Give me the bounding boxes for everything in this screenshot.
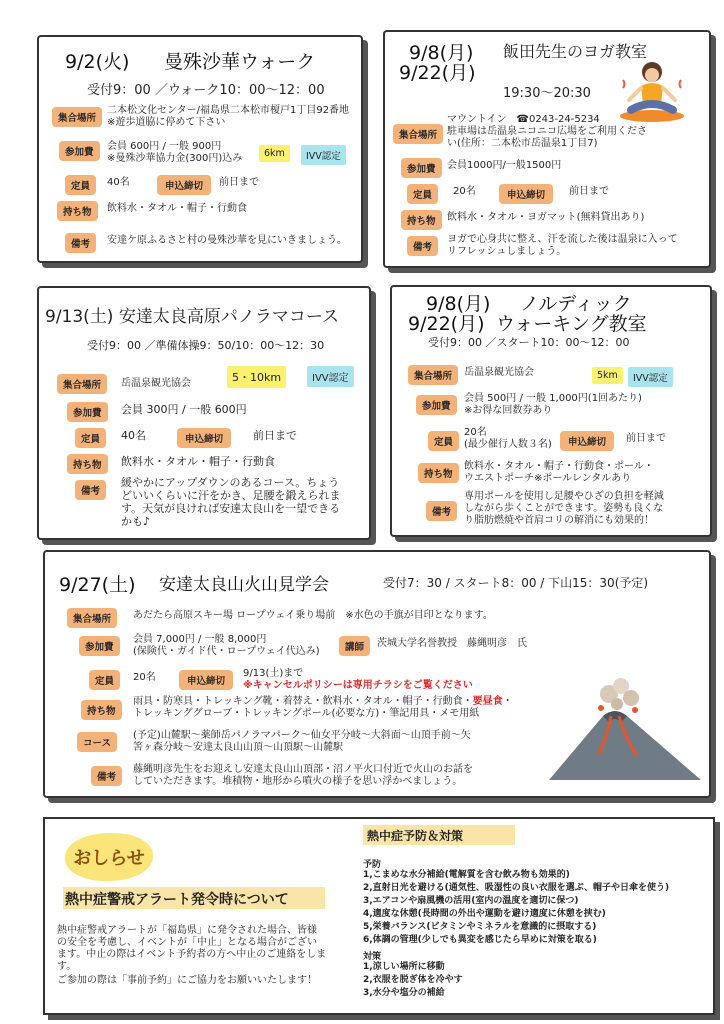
deadline-value: 前日まで — [626, 433, 666, 444]
items-label: 持ち物 — [401, 210, 442, 230]
meet-label: 集合場所 — [52, 107, 102, 127]
items-value: 飲料水・タオル・帽子・行動食 — [121, 455, 275, 468]
event-card-nordic-walking — [390, 285, 712, 537]
prevention-item: 3,エアコンや扇風機の活用(室内の温度を適切に保つ) — [363, 896, 579, 906]
prevention-item: 6,体調の管理(少しでも異変を感じたら早めに対策を取る) — [363, 935, 597, 945]
remarks-line-3: り脂肪燃焼や首肩コリの解消にも効果的！ — [464, 515, 654, 526]
event-title: 安達太良山火山見学会 — [159, 575, 329, 595]
event-date-2: 9/22(月) — [399, 62, 476, 84]
deadline-label: 申込締切 — [560, 431, 614, 451]
fee-value: 会員 500円 / 一般 1,000円(1回あたり) — [464, 393, 642, 404]
heatstroke-title: 熱中症予防＆対策 — [367, 829, 464, 843]
capacity-value: 20名 — [133, 672, 156, 683]
prevention-label: 予防 — [363, 860, 382, 870]
remarks-line-1: 緩やかにアップダウンのあるコース。ちょう — [121, 476, 340, 489]
meet-value: 二本松文化センター/福島県二本松市榎戸1丁目92番地 — [107, 105, 350, 116]
fee-value: 会員 7,000円 / 一般 8,000円 — [133, 634, 267, 645]
event-date-1: 9/8(月) — [426, 293, 491, 315]
event-date: 9/2(火) — [65, 51, 130, 73]
prevention-item: 2,直射日光を避ける(通気性、吸湿性の良い衣服を選ぶ、帽子や日傘を使う) — [363, 883, 670, 893]
remarks-line-2: どいいくらいに汗をかき、足腰を鍛えられま — [121, 489, 341, 502]
notice-body-line-2: の安全を考慮し、イベントが「中止」となる場合がござい — [57, 937, 317, 948]
fee-label: 参加費 — [401, 158, 442, 178]
meet-label: 集合場所 — [57, 374, 107, 394]
remarks-line-1: ヨガで心身共に整え、汗を流した後は温泉に入って — [447, 234, 678, 245]
deadline-value: 前日まで — [253, 429, 297, 442]
event-title: 9/13(土) 安達太良高原パノラマコース — [45, 307, 339, 327]
event-card-manjushage-walk — [37, 35, 363, 263]
event-time: 受付9：00 ／スタート10：00～12：00 — [428, 336, 630, 349]
remarks-label: 備考 — [426, 501, 457, 521]
meet-label: 集合場所 — [408, 365, 458, 385]
remarks-line-4: かも♪ — [121, 515, 151, 528]
remarks-line-2: リフレッシュしましょう。 — [447, 246, 567, 257]
meet-label: 集合場所 — [67, 608, 117, 628]
items-value: 飲料水・タオル・帽子・行動食 — [107, 203, 247, 214]
event-time: 受付9：00 ／ウォーク10：00～12：00 — [87, 83, 325, 98]
meet-value: あだたら高原スキー場 ロープウェイ乗り場前 ※水色の手旗が目印となります。 — [133, 610, 493, 621]
capacity-label: 定員 — [407, 184, 438, 204]
items-line-2: ウエストポーチ※ポールレンタルあり — [464, 473, 632, 484]
capacity-value: 20名 — [453, 186, 476, 197]
course-line-2: 筈ヶ森分岐～安達太良山山頂～山頂駅～山麓駅 — [133, 742, 343, 753]
fee-note: ※お得な回数券あり — [464, 405, 553, 416]
event-title-1: ノルディック — [520, 293, 632, 315]
distance-badge: 5・10km — [227, 366, 286, 388]
meet-note-1: 駐車場は岳温泉ニコニコ広場をご利用くださ — [447, 126, 647, 137]
fee-value: 会員 600円 / 一般 900円 — [107, 141, 222, 152]
deadline-note: ※キャンセルポリシーは専用チラシをご覧ください — [243, 680, 473, 691]
measure-item: 1,涼しい場所に移動 — [363, 962, 445, 972]
remarks-label: 備考 — [407, 236, 438, 256]
items-label: 持ち物 — [57, 201, 98, 221]
deadline-label: 申込締切 — [179, 670, 233, 690]
remarks-line-2: しながら歩くことができます。姿勢も良くな — [464, 503, 664, 514]
items-line-2: トレッキンググローブ・トレッキングポール(必要な方)・筆記用具・メモ用紙 — [133, 708, 480, 719]
event-card-volcano-tour — [43, 550, 711, 798]
prevention-item: 5,栄養バランス(ビタミンやミネラルを意識的に摂取する) — [363, 922, 597, 932]
capacity-value: 20名 — [464, 427, 487, 438]
deadline-value: 9/13(土)まで — [243, 668, 304, 679]
prevention-item: 1,こまめな水分補給(電解質を含む飲み物も効果的) — [363, 870, 570, 880]
capacity-label: 定員 — [89, 670, 120, 690]
event-date-1: 9/8(月) — [409, 42, 474, 64]
event-time: 受付9：00 ／準備体操9：50/10：00～12：30 — [87, 339, 325, 352]
distance-badge: 6km — [259, 145, 290, 162]
notice-body-line-4: す。 — [57, 961, 77, 972]
capacity-value: 40名 — [121, 429, 146, 442]
meet-note-2: い(住所：二本松市岳温泉1丁目7) — [447, 138, 598, 149]
meet-value: 岳温泉観光協会 — [464, 367, 534, 378]
fee-label: 参加費 — [79, 636, 120, 656]
remarks-line-1: 専用ポールを使用し足腰やひざの負担を軽減 — [464, 491, 664, 502]
deadline-label: 申込締切 — [177, 428, 231, 448]
lunch-required-note: 要昼食 — [472, 696, 503, 707]
course-line-1: (予定)山麓駅～薬師岳パノラマパーク～仙女平分岐～大斜面～山頂手前～矢 — [133, 730, 471, 741]
items-label: 持ち物 — [81, 700, 122, 720]
event-date-2: 9/22(月) — [408, 313, 485, 335]
event-time: 19:30～20:30 — [503, 86, 591, 101]
yoga-person-illustration — [617, 58, 687, 124]
meet-value: マウントイン ☎0243-24-5234 — [447, 114, 600, 125]
remarks-label: 備考 — [65, 233, 96, 253]
capacity-label: 定員 — [75, 428, 106, 448]
items-line-1: 飲料水・タオル・帽子・行動食・ポール・ — [464, 461, 654, 472]
distance-badge: 5km — [592, 367, 623, 384]
prevention-item: 4,適度な休憩(長時間の外出や運動を避け適度に休憩を挟む) — [363, 909, 606, 919]
fee-label: 参加費 — [416, 395, 457, 415]
items-line-1 — [133, 696, 513, 708]
remarks-label: 備考 — [75, 480, 106, 500]
capacity-label: 定員 — [65, 175, 96, 195]
remarks-value: 安達ケ原ふるさと村の曼殊沙華を見にいきましょう。 — [107, 235, 347, 246]
ivv-badge: IVV認定 — [307, 366, 354, 387]
items-value: 飲料水・タオル・ヨガマット(無料貸出あり) — [447, 212, 645, 223]
notice-panel — [43, 817, 715, 1015]
notice-body-line-5: ご参加の際は「事前予約」にご協力をお願いいたします！ — [57, 975, 317, 986]
notice-badge: おしらせ — [65, 833, 153, 881]
heat-alert-heading: 熱中症警戒アラート発令時について — [65, 892, 289, 908]
remarks-line-1: 藤縄明彦先生をお迎えし安達太良山山頂部・沼ノ平火口付近で火山のお話を — [133, 764, 473, 775]
event-title: 飯田先生のヨガ教室 — [503, 42, 648, 61]
deadline-label: 申込締切 — [157, 175, 211, 195]
notice-body-line-1: 熱中症警戒アラートが「福島県」に発令された場合、皆様 — [57, 925, 317, 936]
measure-item: 2,衣服を脱ぎ体を冷やす — [363, 975, 463, 985]
remarks-line-3: す。天気が良ければ安達太良山を一望できる — [121, 502, 341, 515]
fee-label: 参加費 — [59, 141, 100, 161]
capacity-note: (最少催行人数３名) — [464, 439, 552, 450]
prevention-list — [363, 869, 669, 947]
fee-note: (保険代・ガイド代・ロープウェイ代込み) — [133, 646, 320, 657]
items-label: 持ち物 — [67, 454, 108, 474]
event-card-yoga — [383, 30, 711, 268]
meet-note: ※遊歩道脇に停めて下さい — [107, 117, 226, 128]
items-label: 持ち物 — [418, 463, 459, 483]
fee-label: 参加費 — [67, 402, 108, 422]
fee-value: 会員 300円 / 一般 600円 — [121, 403, 247, 416]
fee-value: 会員1000円/一般1500円 — [447, 160, 562, 171]
event-card-panorama-course — [37, 286, 371, 540]
items-line-1-tail: ・ — [502, 696, 513, 707]
meet-label: 集合場所 — [393, 124, 443, 144]
deadline-value: 前日まで — [219, 177, 259, 188]
capacity-label: 定員 — [428, 431, 459, 451]
lecturer-label: 講師 — [339, 636, 370, 656]
volcano-illustration — [545, 676, 705, 788]
capacity-value: 40名 — [107, 177, 130, 188]
lecturer-value: 茨城大学名誉教授 藤縄明彦 氏 — [377, 638, 527, 649]
ivv-badge: IVV認定 — [628, 367, 673, 387]
deadline-label: 申込締切 — [499, 184, 553, 204]
fee-note: ※曼殊沙華協力金(300円)込み — [107, 153, 243, 164]
deadline-value: 前日まで — [569, 186, 609, 197]
event-title: 曼殊沙華ウォーク — [164, 51, 316, 73]
event-time: 受付7：30 / スタート8：00 / 下山15：30(予定) — [383, 576, 649, 590]
measure-item: 3,水分や塩分の補給 — [363, 988, 445, 998]
items-line-1-text: 雨具・防寒具・トレッキング靴・着替え・飲料水・タオル・帽子・行動食・ — [133, 696, 473, 707]
ivv-badge: IVV認定 — [301, 145, 346, 165]
measures-label: 対策 — [363, 952, 382, 962]
notice-body-line-3: ます。中止の際はイベント予約者の方へ中止のご連絡をしま — [57, 949, 327, 960]
remarks-label: 備考 — [91, 766, 122, 786]
event-date: 9/27(土) — [59, 574, 136, 596]
meet-value: 岳温泉観光協会 — [121, 378, 191, 389]
event-title-2: ウォーキング教室 — [496, 313, 647, 335]
measures-list — [363, 961, 463, 1000]
remarks-line-2: していただきます。堆積物・地形から噴火の様子を思い浮かべましょう。 — [133, 776, 463, 787]
course-label: コース — [77, 732, 117, 752]
